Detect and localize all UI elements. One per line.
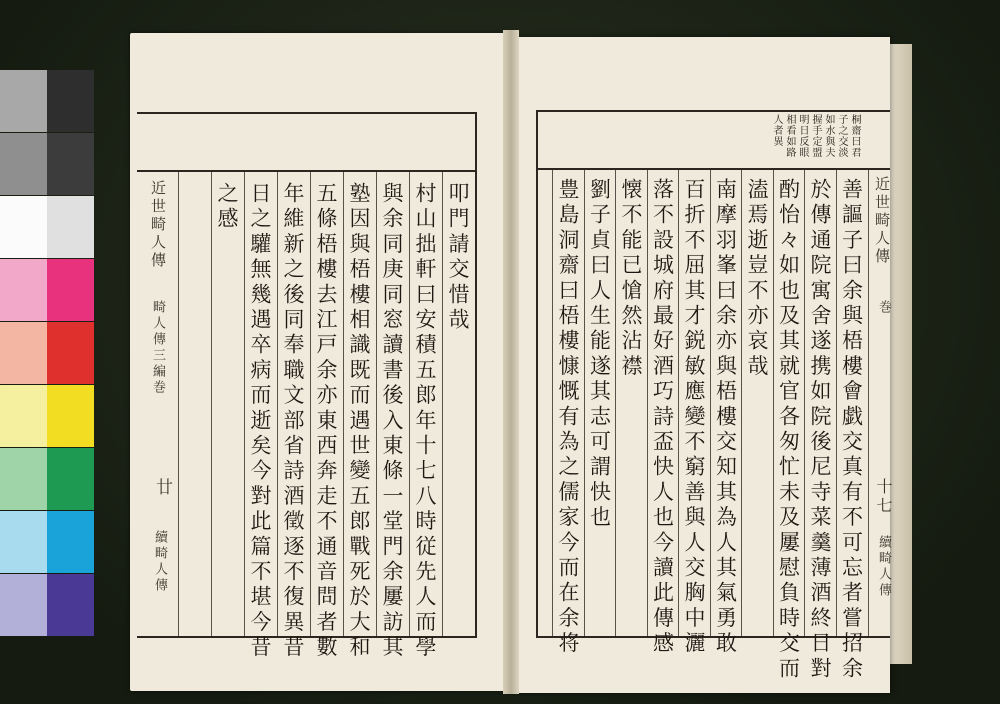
color-chip bbox=[0, 259, 47, 321]
text-column: 溘焉逝豈不亦哀哉 bbox=[745, 178, 769, 380]
text-column: 之感 bbox=[215, 182, 239, 233]
head-note-line: 握手定盟 bbox=[810, 114, 821, 158]
column-rule bbox=[710, 170, 711, 636]
color-chip bbox=[0, 196, 47, 258]
column-rule bbox=[584, 170, 585, 636]
left-margin-section: 畸人傳三編巻 bbox=[150, 300, 165, 396]
right-margin-section: 巻 bbox=[876, 300, 891, 316]
column-rule bbox=[442, 172, 443, 636]
text-column: 劉子貞曰人生能遂其志可謂快也 bbox=[587, 178, 612, 531]
column-rule bbox=[211, 172, 212, 636]
text-column: 村山拙軒曰安積五郎年十七八時従先人而學 bbox=[413, 182, 437, 661]
left-head-frame bbox=[137, 112, 477, 172]
text-column: 豊島洞齋曰梧樓慷慨有為之儒家今而在余将 bbox=[556, 178, 580, 657]
left-margin-rule bbox=[178, 172, 179, 636]
color-chip bbox=[47, 322, 94, 384]
text-column: 五條梧樓去江戸余亦東西奔走不通音問者數 bbox=[314, 182, 338, 661]
head-note-line: 子之交淡 bbox=[836, 114, 847, 158]
head-note-line: 相看如路 bbox=[784, 114, 795, 158]
text-column: 於傳通院寓舍遂携如院後尼寺菜羹薄酒終日對 bbox=[808, 178, 832, 682]
text-column: 懐不能已愴然沾襟 bbox=[619, 178, 643, 380]
text-column: 善謳子曰余與梧樓會戯交真有不可忘者嘗招余 bbox=[839, 178, 864, 682]
text-column: 叩門請交惜哉 bbox=[446, 182, 470, 334]
color-checker-card bbox=[0, 70, 94, 640]
head-note-line: 桐齋曰君 bbox=[849, 114, 860, 158]
text-column: 落不設城府最好酒巧詩盃快人也今讀此傳感 bbox=[650, 178, 675, 657]
color-chip bbox=[47, 70, 94, 132]
head-note-line: 人者異 bbox=[771, 114, 782, 147]
left-folio: 廿 bbox=[152, 478, 172, 498]
color-chip bbox=[0, 385, 47, 447]
text-column: 年維新之後同奉職文部省詩酒徵逐不復異昔 bbox=[281, 182, 305, 661]
color-chip bbox=[0, 511, 47, 573]
color-chip bbox=[47, 574, 94, 636]
column-rule bbox=[647, 170, 648, 636]
head-note-line: 如水與夫 bbox=[823, 114, 834, 158]
text-column: 塾因與梧樓相識既而遇世變五郎戰死於大和 bbox=[347, 182, 371, 661]
text-column: 日之驩無幾遇卒病而逝矣今對此篇不堪今昔 bbox=[248, 182, 272, 661]
column-rule bbox=[804, 170, 805, 636]
color-chip bbox=[47, 133, 94, 195]
head-note-line: 明日反眼 bbox=[797, 114, 808, 158]
column-rule bbox=[376, 172, 377, 636]
column-rule bbox=[741, 170, 742, 636]
color-chip bbox=[0, 322, 47, 384]
right-folio: 十七 bbox=[874, 478, 893, 516]
text-column: 酌怡々如也及其就官各匆忙未及屢慰負時交而 bbox=[776, 178, 801, 682]
column-rule bbox=[343, 172, 344, 636]
column-rule bbox=[277, 172, 278, 636]
column-rule bbox=[552, 170, 553, 636]
left-margin-title: 近世畸人傳 bbox=[149, 180, 167, 270]
column-rule bbox=[244, 172, 245, 636]
color-chip bbox=[47, 385, 94, 447]
color-chip bbox=[47, 448, 94, 510]
color-chip bbox=[0, 70, 47, 132]
color-chip bbox=[47, 196, 94, 258]
color-chip bbox=[0, 448, 47, 510]
color-chip bbox=[0, 133, 47, 195]
right-margin-title: 近世畸人傳 bbox=[873, 176, 891, 266]
column-rule bbox=[678, 170, 679, 636]
text-column: 南摩羽峯曰余亦與梧樓交知其為人其氣勇敢 bbox=[713, 178, 738, 657]
column-rule bbox=[310, 172, 311, 636]
column-rule bbox=[773, 170, 774, 636]
column-rule bbox=[615, 170, 616, 636]
left-margin-foot: 續畸人傳 bbox=[152, 530, 167, 594]
color-chip bbox=[0, 574, 47, 636]
color-chip bbox=[47, 511, 94, 573]
book-gutter bbox=[503, 30, 519, 694]
right-margin-rule bbox=[868, 170, 869, 636]
text-column: 百折不屈其才鋭敏應變不窮善與人交胸中灑 bbox=[682, 178, 706, 657]
column-rule bbox=[836, 170, 837, 636]
color-chip bbox=[47, 259, 94, 321]
text-column: 與余同庚同窓讀書後入東條一堂門余屢訪其 bbox=[380, 182, 404, 661]
column-rule bbox=[409, 172, 410, 636]
right-margin-foot: 續畸人傳 bbox=[876, 535, 891, 599]
